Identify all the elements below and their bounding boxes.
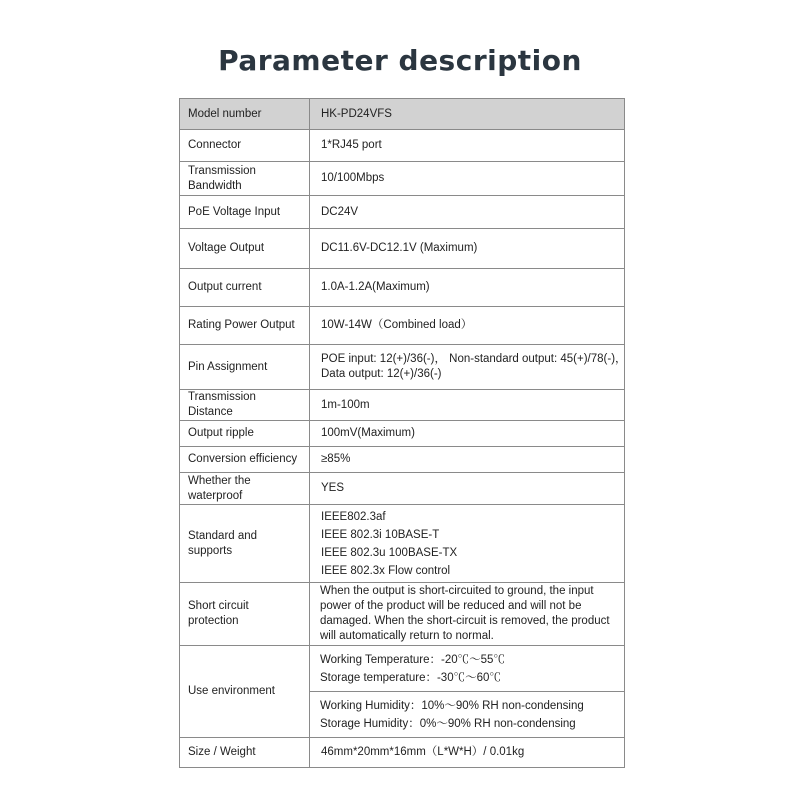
rating-power-label: Rating Power Output — [180, 307, 310, 345]
voltage-output-label: Voltage Output — [180, 229, 310, 269]
short-circuit-value — [310, 583, 625, 646]
efficiency-label: Conversion efficiency — [180, 447, 310, 473]
table-row-waterproof — [180, 473, 625, 505]
working-temperature: Working Temperature：-20℃～55℃ — [320, 653, 505, 666]
table-row-connector — [180, 130, 625, 162]
table-row-rating-power — [180, 307, 625, 345]
storage-temperature: Storage temperature：-30℃～60℃ — [320, 671, 501, 684]
parameter-table — [179, 98, 625, 768]
table-row-efficiency — [180, 447, 625, 473]
pin-assignment-label: Pin Assignment — [180, 345, 310, 390]
pin-assignment-value — [310, 345, 625, 390]
environment-humidity — [310, 692, 625, 738]
model-label: Model number — [180, 99, 310, 130]
table-row-environment-temp — [180, 646, 625, 692]
table-row-voltage-output — [180, 229, 625, 269]
bandwidth-value: 10/100Mbps — [310, 162, 625, 196]
voltage-output-value: DC11.6V-DC12.1V (Maximum) — [310, 229, 625, 269]
distance-label: Transmission Distance — [180, 390, 310, 421]
table-row-standards — [180, 505, 625, 583]
distance-value: 1m-100m — [310, 390, 625, 421]
table-row-pin-assignment — [180, 345, 625, 390]
pin-assignment-line-1: POE input: 12(+)/36(-)， Non-standard output: 45(+)/78(-)， — [321, 353, 627, 365]
output-current-label: Output current — [180, 269, 310, 307]
poe-input-label: PoE Voltage Input — [180, 196, 310, 229]
output-current-value: 1.0A-1.2A(Maximum) — [310, 269, 625, 307]
waterproof-value: YES — [310, 473, 625, 505]
short-circuit-text: When the output is short-circuited to ground, the input power of the product will be reduced and will not be damaged. When the short-circuit is removed, the product will automatically return to normal. — [320, 585, 610, 642]
table-row-ripple — [180, 421, 625, 447]
table-row-bandwidth — [180, 162, 625, 196]
standard-item: IEEE 802.3x Flow control — [321, 564, 451, 577]
ripple-value: 100mV(Maximum) — [310, 421, 625, 447]
environment-label: Use environment — [180, 646, 310, 738]
working-humidity: Working Humidity：10%～90% RH non-condensing — [320, 699, 584, 712]
connector-value: 1*RJ45 port — [310, 130, 625, 162]
size-value: 46mm*20mm*16mm（L*W*H）/ 0.01kg — [310, 738, 625, 768]
table-row-output-current — [180, 269, 625, 307]
size-label: Size / Weight — [180, 738, 310, 768]
ripple-label: Output ripple — [180, 421, 310, 447]
bandwidth-label: Transmission Bandwidth — [180, 162, 310, 196]
waterproof-label: Whether the waterproof — [180, 473, 310, 505]
model-value: HK-PD24VFS — [310, 99, 625, 130]
connector-label: Connector — [180, 130, 310, 162]
table-row-distance — [180, 390, 625, 421]
rating-power-value: 10W-14W（Combined load） — [310, 307, 625, 345]
standard-item: IEEE802.3af — [321, 510, 386, 523]
standard-item: IEEE 802.3i 10BASE-T — [321, 528, 440, 541]
pin-assignment-line-2: Data output: 12(+)/36(-) — [321, 368, 442, 380]
table-row-short-circuit — [180, 583, 625, 646]
table-row-size — [180, 738, 625, 768]
standard-item: IEEE 802.3u 100BASE-TX — [321, 546, 458, 559]
storage-humidity: Storage Humidity：0%～90% RH non-condensing — [320, 717, 576, 730]
efficiency-value: ≥85% — [310, 447, 625, 473]
table-row-model — [180, 99, 625, 130]
environment-temperature — [310, 646, 625, 692]
page-title: Parameter description — [218, 44, 582, 77]
standards-value — [310, 505, 625, 583]
poe-input-value: DC24V — [310, 196, 625, 229]
standards-label: Standard and supports — [180, 505, 310, 583]
short-circuit-label: Short circuit protection — [180, 583, 310, 646]
table-row-poe-input — [180, 196, 625, 229]
